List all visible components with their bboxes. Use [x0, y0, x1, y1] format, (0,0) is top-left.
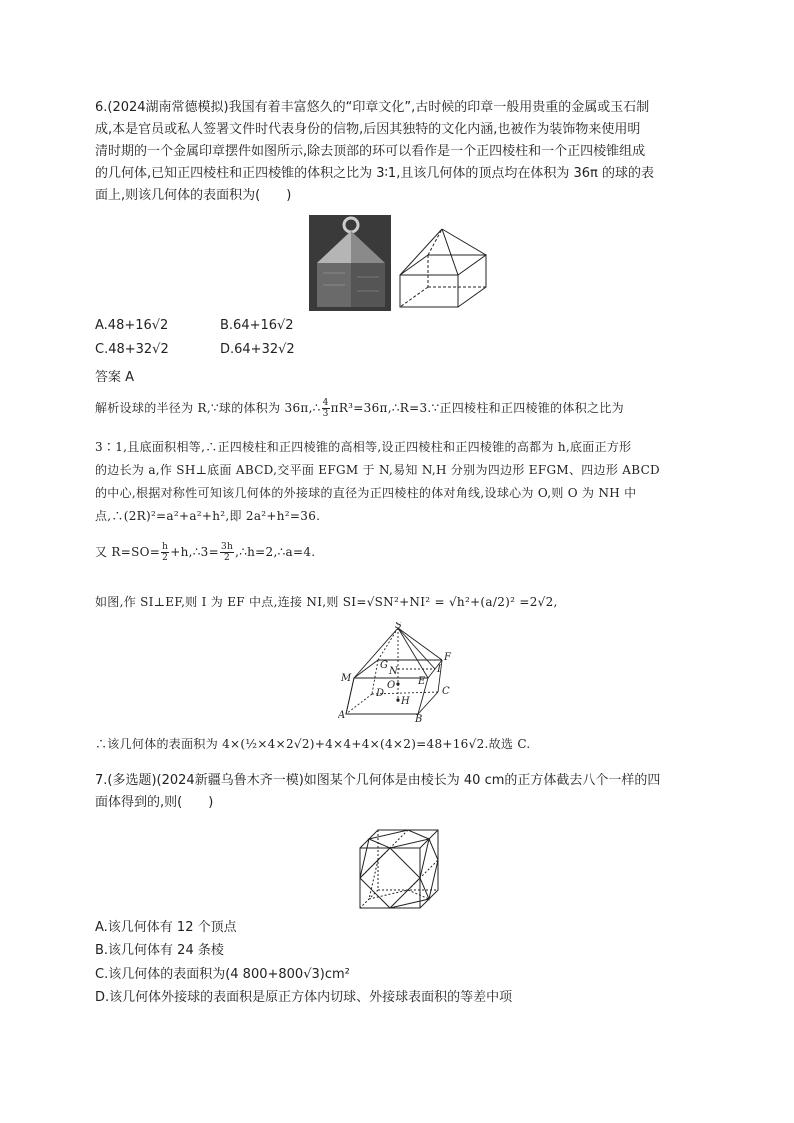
solution-text: 解析设球的半径为 R,∵球的体积为 36π,∴ — [95, 401, 321, 415]
label-o: O — [387, 680, 396, 691]
label-i: I — [437, 664, 441, 675]
label-f: F — [444, 652, 451, 663]
solution-text: ,∴h=2,∴a=4. — [235, 545, 316, 559]
q6-line: 的几何体,已知正四棱柱和正四棱锥的体积之比为 3∶1,且该几何体的顶点均在体积为 36π 的球的表 — [95, 166, 654, 181]
solution-line: 3∶1,且底面积相等,∴正四棱柱和正四棱锥的高相等,设正四棱柱和正四棱锥的高都为 h,底面正方形 — [95, 440, 632, 454]
label-a: A — [338, 710, 346, 721]
fraction: $\frac{4}{3}$ — [322, 398, 329, 419]
q7-option-a: A.该几何体有 12 个顶点 — [95, 920, 237, 935]
q6-answer: 答案 A — [95, 370, 135, 385]
label-e: E — [418, 676, 426, 687]
q6-solution-line7 — [95, 590, 715, 614]
q6-line: 6.(2024湖南常德模拟)我国有着丰富悠久的“印章文化”,古时候的印章一般用贵重的金属或玉石制 — [95, 100, 650, 115]
label-d: D — [376, 688, 385, 699]
solution-line: 的边长为 a,作 SH⊥底面 ABCD,交平面 EFGM 于 N,易知 N,H 分别为四边形 EFGM、四边形 ABCD — [95, 463, 660, 477]
label-n: N — [389, 666, 398, 677]
solution-text: πR³=36π,∴R=3.∵正四棱柱和正四棱锥的体积之比为 — [330, 401, 624, 415]
q7-option-c: C.该几何体的表面积为(4 800+800√3)cm² — [95, 967, 350, 982]
q6-option-d: D.64+32√2 — [220, 342, 295, 357]
q6-solution-line6 — [95, 540, 715, 564]
q6-stem — [95, 97, 705, 207]
q6-option-a: A.48+16√2 — [95, 318, 169, 333]
q6-line: 清时期的一个金属印章摆件如图所示,除去顶部的环可以看作是一个正四棱柱和一个正四棱锥组成 — [95, 144, 646, 159]
label-g: G — [380, 660, 388, 671]
solution-line: 的中心,根据对称性可知该几何体的外接球的直径为正四棱柱的体对角线,设球心为 O,则 O 为 NH 中 — [95, 486, 637, 500]
q7-line: 7.(多选题)(2024新疆乌鲁木齐一模)如图某个几何体是由棱长为 40 cm的正方体截去八个一样的四 — [95, 773, 661, 788]
solution-text: √h²+(a/2)² =2√2, — [448, 595, 558, 609]
solution-text: 又 R=SO= — [95, 545, 161, 559]
solution-text: +h,∴3= — [170, 545, 219, 559]
solution-text: 如图,作 SI⊥EF,则 I 为 EF 中点,连接 NI,则 SI=√SN²+NI² = — [95, 595, 445, 609]
q7-option-d: D.该几何体外接球的表面积是原正方体内切球、外接球表面积的等差中项 — [95, 990, 513, 1005]
label-h: H — [401, 696, 410, 707]
truncated-cube-figure — [358, 828, 440, 910]
q6-line: 成,本是官员或私人签署文件时代表身份的信物,后因其独特的文化内涵,也被作为装饰物来使用明 — [95, 122, 641, 137]
q6-line: 面上,则该几何体的表面积为( ) — [95, 188, 292, 203]
q6-option-b: B.64+16√2 — [220, 318, 294, 333]
q6-option-c: C.48+32√2 — [95, 342, 169, 357]
solution-diagram — [338, 622, 458, 722]
fraction: $\frac{h}{2}$ — [162, 542, 169, 563]
q7-stem — [95, 770, 705, 814]
label-m: M — [341, 673, 352, 684]
solution-line: 点,∴(2R)²=a²+a²+h²,即 2a²+h²=36. — [95, 509, 321, 523]
q6-solution-line8: ∴该几何体的表面积为 4×(½×4×2√2)+4×4+4×(4×2)=48+16√2.故选 C. — [95, 737, 531, 751]
label-c: C — [442, 686, 450, 697]
q7-option-b: B.该几何体有 24 条棱 — [95, 943, 224, 958]
q6-solution-body — [95, 436, 715, 528]
fraction: $\frac{3h}{2}$ — [220, 542, 234, 563]
label-b: B — [415, 714, 423, 722]
label-s: S — [395, 622, 402, 631]
q7-line: 面体得到的,则( ) — [95, 795, 214, 810]
prism-pyramid-figure — [396, 225, 488, 313]
q6-solution-line1 — [95, 398, 715, 419]
seal-photo — [309, 215, 391, 311]
